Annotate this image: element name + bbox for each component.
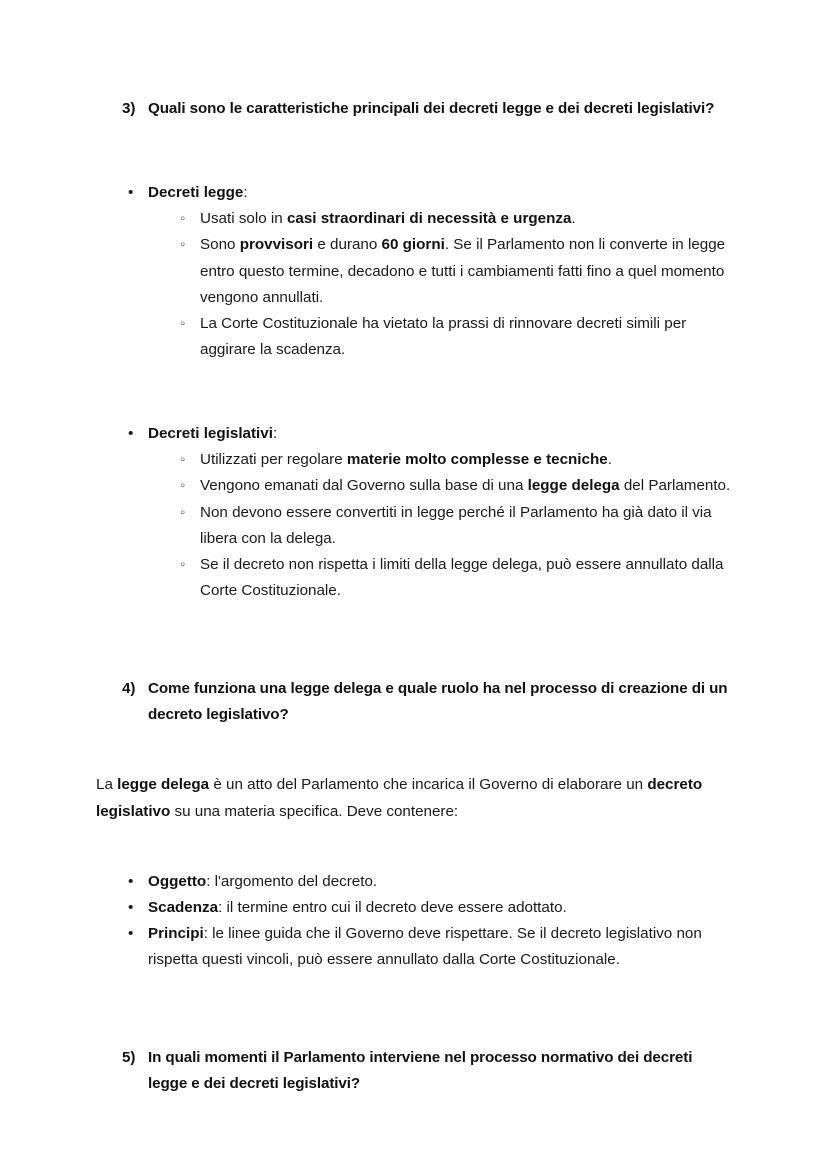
legge-delega-requirements-list xyxy=(96,869,736,974)
spacer xyxy=(96,825,736,869)
document-content xyxy=(96,96,736,1098)
question-heading-5 xyxy=(96,1045,736,1097)
list-item xyxy=(148,447,736,473)
list-item-decreti-legislativi-heading xyxy=(96,421,736,604)
circle-bullet-icon xyxy=(180,447,185,473)
spacer xyxy=(96,363,736,421)
list-item xyxy=(148,206,736,232)
bullet-icon xyxy=(128,921,133,947)
requirement-text: Oggetto: l'argomento del decreto. xyxy=(148,872,378,890)
question-text-5: In quali momenti il Parlamento interviene nel processo normativo dei decreti legge e dei decreti legislativi? xyxy=(148,1049,693,1093)
spacer xyxy=(96,728,736,772)
circle-bullet-icon xyxy=(180,552,185,578)
list-item xyxy=(148,473,736,499)
list-item xyxy=(148,311,736,363)
circle-bullet-icon xyxy=(180,311,185,337)
bullet-icon xyxy=(128,895,133,921)
bullet-icon xyxy=(128,869,133,895)
circle-bullet-icon xyxy=(180,232,185,258)
list-item xyxy=(148,232,736,310)
list-item xyxy=(96,921,736,973)
sub-item-text: Sono provvisori e durano 60 giorni. Se il Parlamento non li converte in legge entro questo termine, decadono e tutti i cambiamenti fatti fino a quel momento vengono annullati. xyxy=(200,236,726,306)
decreti-legge-heading-suffix: : xyxy=(243,184,248,202)
decreti-legge-heading-label: Decreti legge xyxy=(148,184,244,202)
question-text-3: Quali sono le caratteristiche principali dei decreti legge e dei decreti legislativi? xyxy=(148,100,715,117)
decreti-legislativi-sublist xyxy=(148,447,736,604)
decreti-legislativi-list xyxy=(96,421,736,604)
sub-item-text: Utilizzati per regolare materie molto complesse e tecniche. xyxy=(200,451,612,469)
decreti-legge-list xyxy=(96,180,736,363)
circle-bullet-icon xyxy=(180,500,185,526)
decreti-legge-sublist xyxy=(148,206,736,363)
decreti-legislativi-heading-suffix: : xyxy=(272,425,278,443)
question-heading-4 xyxy=(96,676,736,728)
question-number-4: 4) xyxy=(122,680,136,698)
sub-item-text: Se il decreto non rispetta i limiti della legge delega, può essere annullato dalla Corte Costituzionale. xyxy=(200,555,724,599)
question-number-5: 5) xyxy=(122,1049,136,1067)
list-item-decreti-legge-heading xyxy=(96,180,736,363)
circle-bullet-icon xyxy=(180,473,185,499)
circle-bullet-icon xyxy=(180,206,185,232)
bullet-icon xyxy=(128,421,133,447)
spacer xyxy=(96,122,736,180)
question-heading-3 xyxy=(96,96,736,122)
list-item xyxy=(96,895,736,921)
spacer xyxy=(96,604,736,676)
sub-item-text: Vengono emanati dal Governo sulla base di una legge delega del Parlamento. xyxy=(200,477,731,495)
spacer xyxy=(96,973,736,1045)
list-item xyxy=(148,552,736,604)
bullet-icon xyxy=(128,180,133,206)
decreti-legislativi-heading-label: Decreti legislativi xyxy=(148,425,273,443)
question-text-4: Come funziona una legge delega e quale ruolo ha nel processo di creazione di un decreto legislativo? xyxy=(148,680,728,724)
question-number-3: 3) xyxy=(122,100,136,117)
list-item xyxy=(96,869,736,895)
requirement-text: Scadenza: il termine entro cui il decreto deve essere adottato. xyxy=(148,898,567,916)
sub-item-text: Usati solo in casi straordinari di necessità e urgenza. xyxy=(200,210,576,228)
legge-delega-paragraph: La legge delega è un atto del Parlamento che incarica il Governo di elaborare un decreto legislativo su una materia specifica. Deve contenere: xyxy=(96,776,703,820)
sub-item-text: La Corte Costituzionale ha vietato la prassi di rinnovare decreti simili per aggirare la scadenza. xyxy=(200,314,687,358)
requirement-text: Principi: le linee guida che il Governo deve rispettare. Se il decreto legislativo non rispetta questi vincoli, può essere annullato dalla Corte Costituzionale. xyxy=(148,924,702,969)
list-item xyxy=(148,500,736,552)
sub-item-text: Non devono essere convertiti in legge perché il Parlamento ha già dato il via libera con la delega. xyxy=(200,503,712,547)
